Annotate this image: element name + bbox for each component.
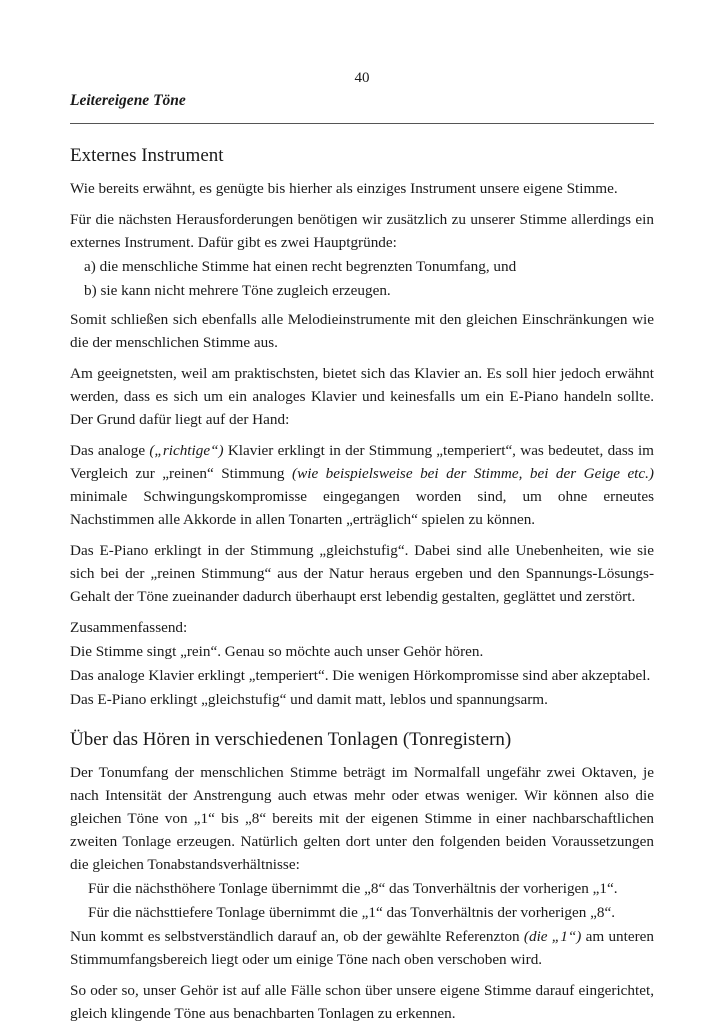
summary-line: Das analoge Klavier erklingt „temperiert“. Die wenigen Hörkompromisse sind aber akzeptabel. [70,667,651,684]
paragraph-reference-tone: Nun kommt es selbstverständlich darauf an, ob der gewählte Referenzton (die „1“) am unteren Stimmumfangsbereich liegt oder um einige Töne nach oben verschoben wird. [70,928,654,968]
list-item-a: a) die menschliche Stimme hat einen recht begrenzten Tonumfang, und [84,258,517,275]
paragraph: Wie bereits erwähnt, es genügte bis hierher als einziges Instrument unsere eigene Stimme. [70,180,618,197]
page-number: 40 [354,70,370,86]
emphasis: (wie beispielsweise bei der Stimme, bei der Geige etc.) [292,465,654,482]
section-heading-registers: Über das Hören in verschiedenen Tonlagen (Tonregistern) [70,729,512,750]
paragraph: Am geeignetsten, weil am praktischsten, bietet sich das Klavier an. Es soll hier jedoch erwähnt werden, dass es sich um ein analoges Klavier und keinesfalls um ein E-Piano handeln sollte. Der Grund dafür liegt auf der Hand: [70,365,654,428]
paragraph: So oder so, unser Gehör ist auf alle Fälle schon über unsere eigene Stimme darauf eingerichtet, gleich klingende Töne aus benachbarten Tonlagen zu erkennen. [70,982,654,1022]
summary-label: Zusammenfassend: [70,619,188,636]
running-head: Leitereigene Töne [70,92,186,109]
section-heading-external-instrument: Externes Instrument [70,145,224,166]
header-rule [70,123,654,124]
paragraph: Somit schließen sich ebenfalls alle Melodieinstrumente mit den gleichen Einschränkungen wie die der menschlichen Stimme aus. [70,311,654,351]
page-body [70,143,654,1033]
emphasis: (die „1“) [523,928,582,945]
paragraph-analog-piano: Das analoge („richtige“) Klavier erklingt in der Stimmung „temperiert“, was bedeutet, dass im Vergleich zur „reinen“ Stimmung (wie beispielsweise bei der Stimme, bei der Geige etc.) minimale Schwingungskompromisse eingegangen worden sind, um ohne erneutes Nachstimmen alle Akkorde in allen Tonarten „erträglich“ spielen zu können. [70,442,654,528]
indented-rule: Für die nächsthöhere Tonlage übernimmt die „8“ das Tonverhältnis der vorherigen „1“. [88,880,618,897]
emphasis: („richtige“) [149,442,224,459]
summary-line: Die Stimme singt „rein“. Genau so möchte auch unser Gehör hören. [70,643,484,660]
paragraph: Der Tonumfang der menschlichen Stimme beträgt im Normalfall ungefähr zwei Oktaven, je nach Intensität der Anstrengung auch etwas mehr oder etwas weniger. Wir können also die gleichen Töne von „1“ bis „8“ bereits mit der eigenen Stimme in einer nachbarschaftlichen zweiten Tonlage erzeugen. Natürlich gelten dort unter den folgenden beiden Voraussetzungen die gleichen Tonabstandsverhältnisse: [70,764,654,873]
paragraph: Das E-Piano erklingt in der Stimmung „gleichstufig“. Dabei sind alle Unebenheiten, wie sie sich bei der „reinen Stimmung“ aus der Natur heraus ergeben und den Spannungs-Lösungs-Gehalt der Töne zueinander dadurch überhaupt erst lebendig gestalten, geglättet und zerstört. [70,542,654,605]
indented-rule: Für die nächsttiefere Tonlage übernimmt die „1“ das Tonverhältnis der vorherigen „8“. [88,904,616,921]
paragraph: Für die nächsten Herausforderungen benötigen wir zusätzlich zu unserer Stimme allerdings ein externes Instrument. Dafür gibt es zwei Hauptgründe: [70,211,654,251]
list-item-b: b) sie kann nicht mehrere Töne zugleich erzeugen. [84,282,391,299]
summary-line: Das E-Piano erklingt „gleichstufig“ und damit matt, leblos und spannungsarm. [70,691,548,708]
